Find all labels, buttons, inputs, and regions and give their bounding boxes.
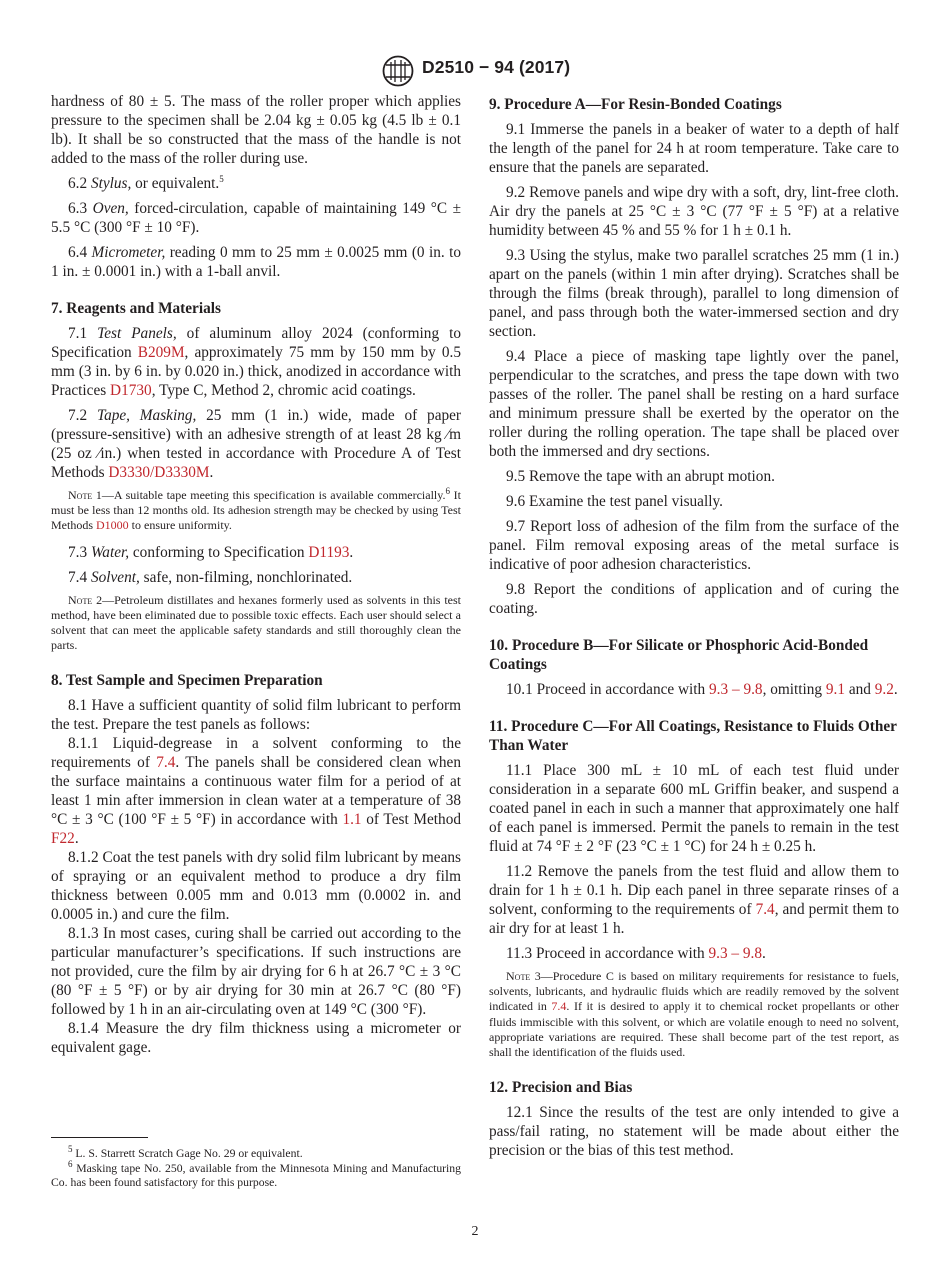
astm-logo-icon [381, 55, 415, 87]
link-f22[interactable]: F22 [51, 830, 75, 848]
link-b209m[interactable]: B209M [137, 344, 185, 361]
paragraph-7-1: 7.1 Test Panels, of aluminum alloy 2024 (conforming to Specification B209M, approximately 75 mm by 150 mm by 0.5 mm (3 in. by 6 in. by 0.020 in.) thick, anodized in accordance with Practices D1730, Type C, Method 2, chromic acid coatings. [51, 325, 461, 399]
paragraph-9-7: 9.7 Report loss of adhesion of the film from the surface of the panel. Film removal exposing areas of the metal surface is indicative of poor adhesion characteristics. [489, 518, 899, 573]
link-d3330[interactable]: D3330/D3330M [108, 464, 210, 481]
section-8-heading: 8. Test Sample and Specimen Preparation [51, 672, 323, 690]
note-1: Note 1—A suitable tape meeting this specification is available commercially.$^6$ It must be less than 12 months old. Its adhesion strength may be checked by using Test Methods D1000 to ensure uniformity. [51, 486, 461, 533]
note-2: Note 2—Petroleum distillates and hexanes formerly used as solvents in this test method, have been eliminated due to possible toxic effects. Each user should select a solvent that can meet the applicable safety standards and still thoroughly clean the parts. [51, 592, 461, 653]
left-column [51, 92, 461, 1057]
paragraph-9-5: 9.5 Remove the tape with an abrupt motion. [506, 468, 775, 485]
paragraph-8-1-4: 8.1.4 Measure the dry film thickness using a micrometer or equivalent gage. [51, 1020, 461, 1057]
section-12-heading: 12. Precision and Bias [489, 1079, 633, 1097]
footnote-ref-6: 6 [445, 486, 450, 496]
link-7-4[interactable]: 7.4 [755, 901, 775, 918]
footnote-6: $^6$ Masking tape No. 250, available from the Minnesota Mining and Manufacturing Co. has been found satisfactory for this purpose. [51, 1158, 461, 1190]
section-10-heading: 10. Procedure B—For Silicate or Phosphoric Acid-Bonded Coatings [489, 637, 869, 673]
right-column [489, 92, 899, 1166]
document-code: D2510 − 94 (2017) [422, 57, 571, 77]
paragraph-8-1-1: 8.1.1 Liquid-degrease in a solvent conforming to the requirements of 7.4. The panels shall be considered clean when the surface maintains a continuous water film for a period of at least 1 min after immersion in clean water at a temperature of 38 °C ± 3 °C (100 °F ± 5 °F) in accordance with 1.1 of Test Method F22. [51, 735, 461, 848]
paragraph-8-1: 8.1 Have a sufficient quantity of solid film lubricant to perform the test. Prepare the test panels as follows: [51, 697, 461, 734]
footnote-ref-5: 5 [219, 173, 224, 184]
paragraph-11-2: 11.2 Remove the panels from the test fluid and allow them to drain for 1 h ± 0.1 h. Dip each panel in three separate rinses of a solvent, conforming to the requirements of 7.4, and permit them to air dry for at least 1 h. [489, 863, 900, 937]
link-9-2[interactable]: 9.2 [874, 681, 894, 698]
paragraph-9-1: 9.1 Immerse the panels in a beaker of water to a depth of half the length of the panel for 24 h at room temperature. Take care to ensure that the panels are separated. [489, 121, 899, 176]
paragraph-10-1: 10.1 Proceed in accordance with 9.3 – 9.8, omitting 9.1 and 9.2. [506, 681, 898, 698]
paragraph-6-2: 6.2 Stylus, or equivalent.$^5$ [68, 173, 224, 192]
link-9-3-9-8[interactable]: 9.3 – 9.8 [709, 681, 763, 698]
section-7-heading: 7. Reagents and Materials [51, 300, 221, 317]
footnotes [51, 1144, 461, 1191]
paragraph-8-1-2: 8.1.2 Coat the test panels with dry solid film lubricant by means of spraying or an equivalent method to produce a dry film thickness between 0.005 mm and 0.013 mm (0.0002 in. and 0.0005 in.) and cure the film. [51, 849, 461, 924]
footnote-divider [51, 1137, 148, 1138]
paragraph-6-3: 6.3 Oven, forced-circulation, capable of maintaining 149 °C ± 5.5 °C (300 °F ± 10 °F). [51, 200, 461, 236]
paragraph-9-6: 9.6 Examine the test panel visually. [506, 493, 723, 510]
section-11-heading: 11. Procedure C—For All Coatings, Resistance to Fluids Other Than Water [489, 718, 897, 754]
link-9-3-9-8[interactable]: 9.3 – 9.8 [708, 945, 763, 962]
paragraph-6-1-cont: hardness of 80 ± 5. The mass of the roller proper which applies pressure to the specimen shall be 2.04 kg ± 0.05 kg (4.5 lb ± 0.1 lb). It shall be so constructed that the mass of the handle is not added to the mass of the roller during use. [51, 93, 461, 167]
paragraph-7-3: 7.3 Water, conforming to Specification D1193. [68, 543, 354, 561]
footnote-5: $^5$ L. S. Starrett Scratch Gage No. 29 or equivalent. [68, 1144, 303, 1160]
page-number: 2 [471, 1224, 479, 1239]
section-9-heading: 9. Procedure A—For Resin-Bonded Coatings [489, 96, 782, 113]
link-9-1[interactable]: 9.1 [825, 681, 846, 698]
paragraph-8-1-3: 8.1.3 In most cases, curing shall be carried out according to the particular manufacturer’s specifications. If such instructions are not provided, cure the film by air drying for 6 h at 26.7 °C ± 3 °C (80 °F ± 5 °F) or by air drying for 30 min at 26.7 °C (80 °F) followed by 1 h in an air-circulating oven at 149 °C (300 °F). [51, 925, 461, 1019]
link-d1193[interactable]: D1193 [308, 543, 350, 561]
paragraph-12-1: 12.1 Since the results of the test are only intended to give a pass/fail rating, no statement will be made about either the precision or the bias of this test method. [489, 1104, 899, 1160]
paragraph-9-4: 9.4 Place a piece of masking tape lightly over the panel, perpendicular to the scratches, and press the tape down with two passes of the roller. The panel shall be resting on a hard surface and minimum pressure shall be exerted by the operator on the roller during the rolling operation. The tape shall be placed over both the immersed and dry sections. [489, 348, 899, 460]
link-d1730[interactable]: D1730 [110, 382, 152, 399]
paragraph-9-8: 9.8 Report the conditions of application and of curing the coating. [489, 581, 899, 617]
note-3: Note 3—Procedure C is based on military requirements for resistance to fuels, solvents, lubricants, and hydraulic fluids which are readily removed by the solvent indicated in 7.4. If it is desired to apply it to chemical rocket propellants or other fluids immiscible with this solvent, or which are volatile enough to need no solvent, appropriate variations are required. These shall become part of the test report, as shall the identification of the fluids used. [489, 969, 900, 1060]
page-header [0, 58, 950, 84]
paragraph-11-3: 11.3 Proceed in accordance with 9.3 – 9.8. [506, 945, 766, 962]
paragraph-6-4: 6.4 Micrometer, reading 0 mm to 25 mm ± 0.0025 mm (0 in. to 1 in. ± 0.0001 in.) with a 1-ball anvil. [51, 244, 461, 280]
paragraph-7-4: 7.4 Solvent, safe, non-filming, nonchlorinated. [68, 568, 353, 586]
paragraph-9-2: 9.2 Remove panels and wipe dry with a soft, dry, lint-free cloth. Air dry the panels at 25 °C ± 3 °C (77 °F ± 5 °F) at a relative humidity between 45 % and 55 % for 1 h ± 0.1 h. [489, 184, 899, 239]
link-7-4[interactable]: 7.4 [156, 754, 176, 772]
link-1-1[interactable]: 1.1 [342, 811, 362, 829]
link-d1000[interactable]: D1000 [96, 518, 129, 533]
paragraph-11-1: 11.1 Place 300 mL ± 10 mL of each test fluid under consideration in a separate 600 mL Griffin beaker, and suspend a coated panel in each in such a manner that approximately one half of each panel is immersed. Permit the panels to remain in the test fluid at 74 °F ± 2 °F (23 °C ± 1 °C) for 24 h ± 0.25 h. [489, 762, 899, 855]
link-7-4[interactable]: 7.4 [551, 999, 567, 1014]
paragraph-9-3: 9.3 Using the stylus, make two parallel scratches 25 mm (1 in.) apart on the panels (within 1 min after drying). Scratches shall be through the films (break through), parallel to long dimension of panel, and pass through both the water-immersed section and dry section. [489, 247, 899, 340]
paragraph-7-2: 7.2 Tape, Masking, 25 mm (1 in.) wide, made of paper (pressure-sensitive) with an adhesive strength of at least 28 kg ⁄m (25 oz ⁄in.) when tested in accordance with Procedure A of Test Methods D3330/D3330M. [51, 407, 462, 481]
